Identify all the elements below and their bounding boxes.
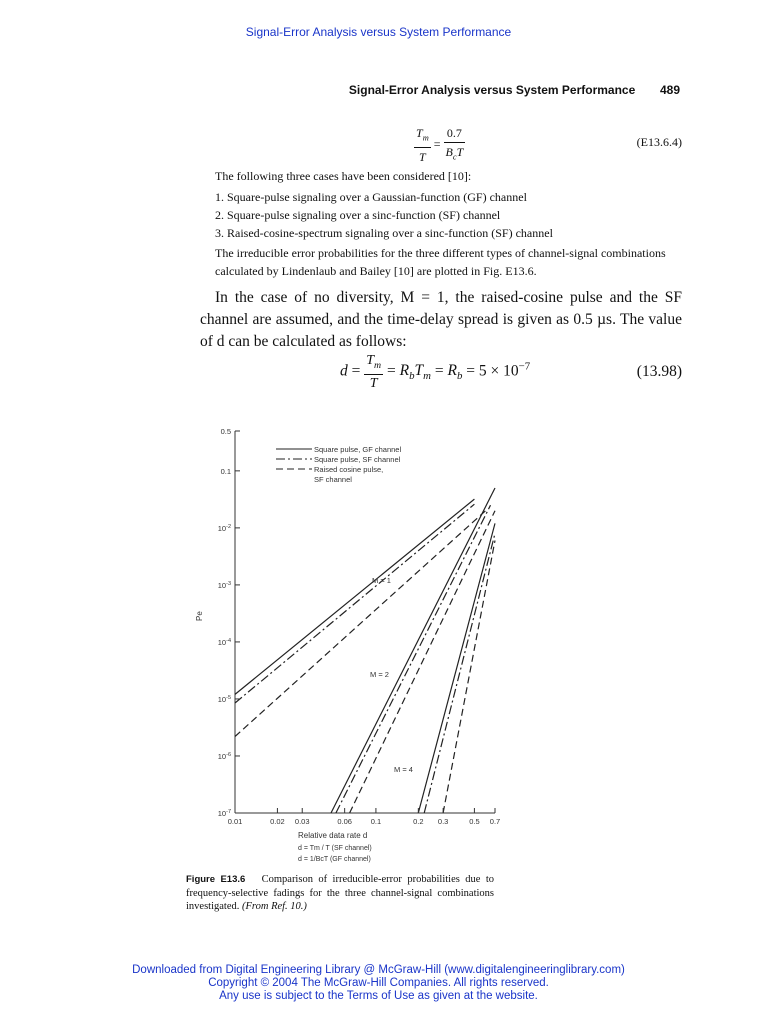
y-tick-label: $10^{-7}$ xyxy=(217,809,231,818)
x-tick-label: 0.3 xyxy=(437,817,449,826)
x-tick-label: 0.2 xyxy=(413,817,424,826)
eq-main-fraction: $\frac{T_m}{T}$ xyxy=(366,353,382,391)
eq-main-tail: = 5 × 10 xyxy=(466,362,519,380)
case-item: 2. Square-pulse signaling over a sinc-function (SF) channel xyxy=(215,208,501,222)
series-line xyxy=(418,523,495,813)
x-axis-label: Relative data rate d xyxy=(298,831,368,840)
legend-label: Square pulse, GF channel xyxy=(314,445,402,454)
eq-lhs-fraction: $\frac{T_m}{T}$ xyxy=(416,126,429,165)
footer-copyright: Copyright © 2004 The McGraw-Hill Companies. All rights reserved. xyxy=(208,977,549,989)
series-line xyxy=(331,488,495,813)
top-banner-title: Signal-Error Analysis versus System Performance xyxy=(245,25,512,39)
x-tick-label: 0.01 xyxy=(227,817,243,826)
equation-label-13-98: (13.98) xyxy=(636,363,682,380)
y-tick-label: $10^{-3}$ xyxy=(217,580,231,590)
figure-caption xyxy=(186,873,494,914)
equation-label-e13-6-4: (E13.6.4) xyxy=(636,135,682,149)
x-tick-label: 0.03 xyxy=(294,817,310,826)
legend-label: Square pulse, SF channel xyxy=(314,455,401,464)
x-axis-note-gf: d = 1/BcT (GF channel) xyxy=(298,856,371,863)
series-line xyxy=(235,504,474,703)
case-item: 1. Square-pulse signaling over a Gaussian-function (GF) channel xyxy=(215,190,527,204)
footer xyxy=(0,964,757,1003)
series-line xyxy=(235,499,474,694)
chart-series xyxy=(235,488,495,813)
case-item: 3. Raised-cosine-spectrum signaling over a sinc-function (SF) channel xyxy=(215,226,553,240)
irreducible-paragraph: The irreducible error probabilities for the three different types of channel-signal combinations calculated by Lindenlaub and Bailey [10] are plotted in Fig. E13.6. xyxy=(215,246,666,278)
legend-label: Raised cosine pulse, xyxy=(314,465,384,474)
eq-main-exponent: −7 xyxy=(518,360,531,373)
annotation-m2: M = 2 xyxy=(370,670,389,679)
figure-label: Figure E13.6 xyxy=(186,874,246,885)
header-title: Signal-Error Analysis versus System Performance xyxy=(348,83,636,97)
x-tick-label: 0.02 xyxy=(270,817,285,826)
y-tick-label: $10^{-4}$ xyxy=(217,637,231,647)
x-tick-label: 0.1 xyxy=(370,817,382,826)
x-axis-note-sf: d = Tm / T (SF channel) xyxy=(298,845,372,852)
legend-label: SF channel xyxy=(314,475,352,484)
y-tick-label: $10^{-6}$ xyxy=(217,751,231,761)
equation-e13-6-4: $\frac{T_m}{T}$ = $\frac{0.7}{B_cT}$ xyxy=(416,126,464,165)
running-header xyxy=(330,83,680,97)
chart-legend xyxy=(276,445,401,484)
figure-source: (From Ref. 10.) xyxy=(242,901,307,912)
cases-intro: The following three cases have been considered [10]: xyxy=(215,169,472,183)
series-line xyxy=(424,533,495,813)
footer-terms[interactable]: Any use is subject to the Terms of Use as given at the website. xyxy=(219,990,538,1002)
series-line xyxy=(350,511,495,813)
figure-caption-text: Comparison of irreducible-error probabilities due to frequency-selective fadings for the three channel-signal combinations investigated. xyxy=(186,874,495,912)
y-axis-label: Pe xyxy=(195,611,204,621)
main-paragraph: In the case of no diversity, M = 1, the raised-cosine pulse and the SF channel are assumed, and the time-delay spread is given as 0.5 µs. The value of d can be calculated as follows: xyxy=(200,289,682,350)
equation-13-98: d = $\frac{T_m}{T}$ = $R_bT_m = R_b = 5 \times 10^{-7}$ xyxy=(340,353,531,391)
y-tick-label: 0.1 xyxy=(220,466,231,476)
page-number: 489 xyxy=(659,83,680,97)
series-line xyxy=(336,505,491,813)
annotation-m4: M = 4 xyxy=(394,765,413,774)
y-tick-label: 0.5 xyxy=(220,427,231,436)
footer-download-link[interactable]: Downloaded from Digital Engineering Library @ McGraw-Hill (www.digitalengineeringlibrary.com) xyxy=(132,964,625,976)
y-tick-label: $10^{-5}$ xyxy=(217,694,231,704)
cases-block xyxy=(215,167,685,280)
irreducible-error-chart xyxy=(190,415,510,875)
y-tick-label: $10^{-2}$ xyxy=(217,523,231,533)
x-tick-label: 0.5 xyxy=(469,817,480,826)
x-tick-label: 0.7 xyxy=(489,817,501,826)
eq-rhs-fraction: $\frac{0.7}{B_cT}$ xyxy=(445,126,464,162)
series-line xyxy=(443,541,495,814)
x-tick-label: 0.06 xyxy=(337,817,352,826)
annotation-m1: M = 1 xyxy=(372,576,391,585)
